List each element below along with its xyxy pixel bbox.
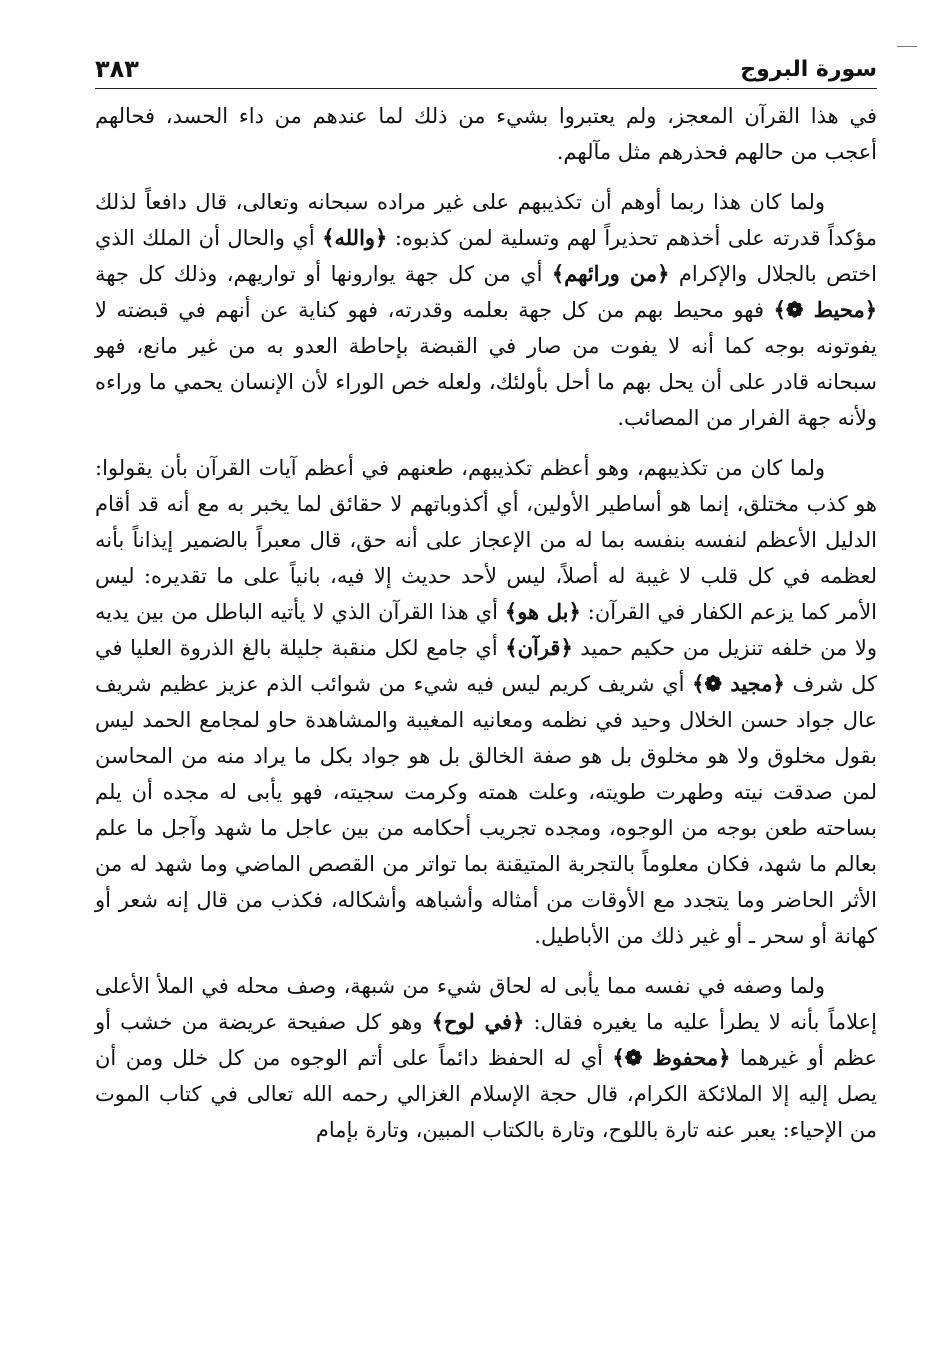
commentary-text: أي والحال أن الملك الذي اختص بالجلال والإكرام	[95, 226, 877, 286]
commentary-text: أي شريف كريم ليس فيه شيء من شوائب الذم عزيز عظيم شريف عال جواد حسن الخلال وحيد في نظمه ومعانيه المغيبة والمشاهدة حاو لمجامع الحمد ليس بقول مخلوق ولا هو مخلوق بل هو صفة الخالق بل هو جواد بكل ما يراد منه من المحاسن لمن صدقت نيته وطهرت طويته، وعلت همته وكرمت سجيته، فهو يأبى له مجده أن يلم بساحته طعن بوجه من الوجوه، ومجده تجريب أحكامه من بين عاجل ما شهد وآجل ما علم بعالم ما شهد، فكان معلوماً بالتجربة المتيقنة بما تواتر من القصص الماضي وما شهد له من الأثر الحاضر وما يتجدد مع الأوقات من أمثاله وأشباهه وأشكاله، فكذب من قال إنه شعر أو كهانة أو سحر ـ أو غير ذلك من الأباطيل.	[95, 672, 877, 948]
paragraph	[95, 968, 877, 1148]
quran-quote: ﴿محفوظ ❁﴾	[612, 1045, 731, 1070]
quran-quote: ﴿والله﴾	[322, 225, 388, 250]
commentary-text: أي من كل جهة يوارونها أو تواريهم، وذلك كل جهة	[95, 262, 552, 286]
commentary-text: ولما كان هذا ربما أوهم أن تكذيبهم على غير مراده سبحانه وتعالى، قال دافعاً لذلك مؤكداً قدرته على أخذهم تحذيراً لهم وتسلية لمن كذبوه:	[95, 190, 877, 250]
header-divider	[95, 88, 877, 89]
page-header	[95, 54, 877, 84]
corner-mark	[897, 46, 917, 47]
body-text	[95, 98, 877, 1148]
commentary-text: أي هذا القرآن الذي لا يأتيه الباطل من بين يديه ولا من خلفه تنزيل من حكيم حميد	[95, 600, 877, 660]
commentary-text: في هذا القرآن المعجز، ولم يعتبروا بشيء من ذلك لما عندهم من داء الحسد، فحالهم أعجب من حالهم فحذرهم مثل مآلهم.	[95, 104, 877, 164]
quran-quote: ﴿قرآن﴾	[505, 635, 573, 660]
commentary-text: وهو كل صفيحة عريضة من خشب أو عظم أو غيرهما	[95, 1010, 878, 1070]
commentary-text: أي جامع لكل منقبة جليلة بالغ الذروة العليا في كل شرف	[95, 636, 877, 696]
paragraph	[95, 450, 877, 954]
commentary-text: فهو محيط بهم من كل جهة بعلمه وقدرته، فهو كناية عن أنهم في قبضته لا يفوتونه بوجه كما أنه لا يفوت من صار في القبضة بإحاطة العدو به من غير مانع، فهو سبحانه قادر على أن يحل بهم ما أحل بأولئك، ولعله خص الوراء لأن الإنسان يحمي ما وراءه ولأنه جهة الفرار من المصائب.	[95, 298, 877, 430]
paragraph	[95, 184, 877, 436]
quran-quote: ﴿في لوح﴾	[431, 1009, 525, 1034]
commentary-text: أي له الحفظ دائماً على أتم الوجوه من كل خلل ومن أن يصل إليه إلا الملائكة الكرام، قال حجة الإسلام الغزالي رحمه الله تعالى في كتاب الموت من الإحياء: يعبر عنه تارة باللوح، وتارة بالكتاب المبين، وتارة بإمام	[95, 1046, 877, 1142]
commentary-text: ولما كان من تكذيبهم، وهو أعظم تكذيبهم، طعنهم في أعظم آيات القرآن بأن يقولوا: هو كذب مختلق، إنما هو أساطير الأولين، أي أكذوباتهم لا حقائق لما يخبر به مع أنه قد أقام الدليل الأعظم لنفسه بنفسه بما له من الإعجاز على أنه حق، قال معبراً بالضمير إيذاناً بأنه لعظمه في كل قلب لا غيبة له أصلاً، ليس لأحد حديث إلا فيه، بانياً على ما تقديره: ليس الأمر كما يزعم الكفار في القرآن:	[95, 456, 878, 624]
surah-title: سورة البروج	[740, 56, 877, 82]
commentary-text: ولما وصفه في نفسه مما يأبى له لحاق شيء من شبهة، وصف محله في الملأ الأعلى إعلاماً بأنه لا يطرأ عليه ما يغيره فقال:	[95, 974, 878, 1034]
paragraph	[95, 98, 877, 170]
quran-quote: ﴿محيط ❁﴾	[773, 297, 878, 322]
quran-quote: ﴿من ورائهم﴾	[551, 261, 670, 286]
quran-quote: ﴿مجيد ❁﴾	[692, 671, 785, 696]
page-number: ٣٨٣	[95, 55, 139, 83]
quran-quote: ﴿بل هو﴾	[504, 599, 581, 624]
